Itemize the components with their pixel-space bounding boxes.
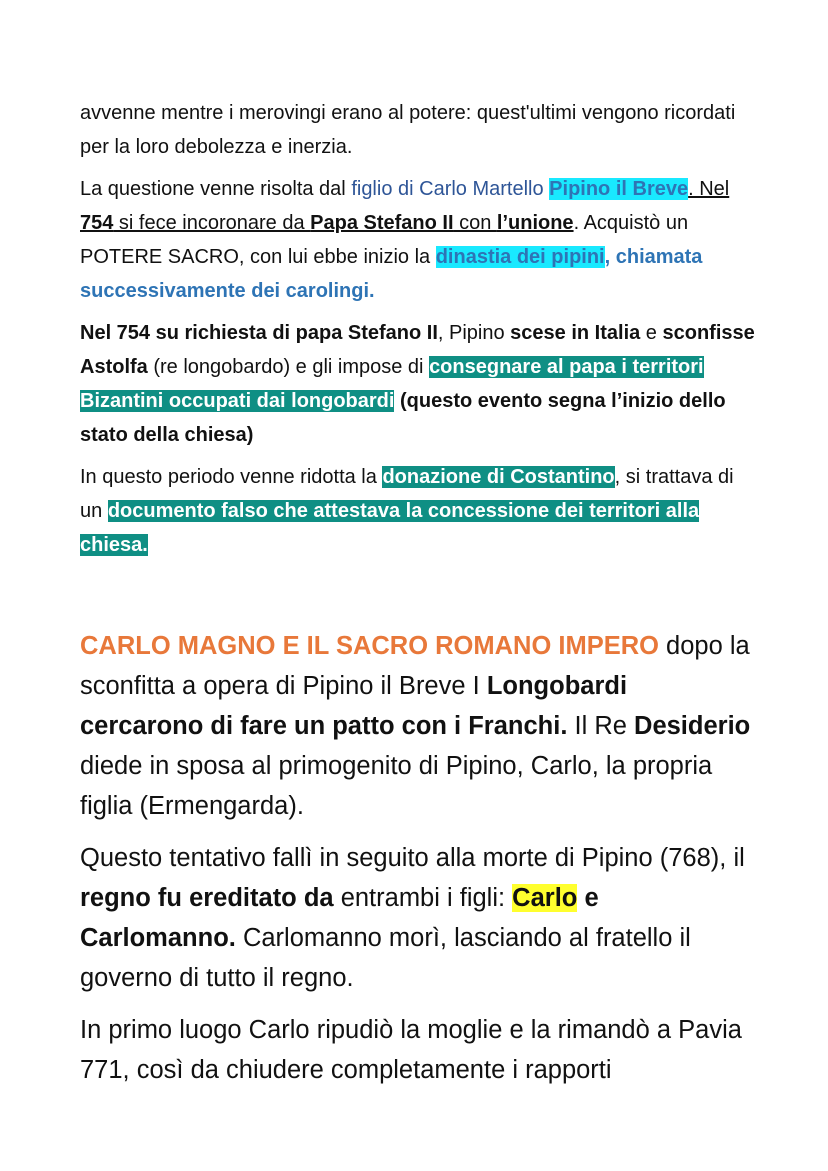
text-figlio-carlo-martello: figlio di Carlo Martello [351, 178, 544, 200]
paragraph-carlo-magno: CARLO MAGNO E IL SACRO ROMANO IMPERO dopo la sconfitta a opera di Pipino il Breve I Longobardi cercarono di fare un patto con i Franchi. Il Re Desiderio diede in sposa al primogenito di Pipino, Carlo, la propria figlia (Ermengarda). [80, 632, 751, 820]
highlight-donazione-costantino: donazione di Costantino [382, 466, 615, 488]
highlight-carlo: Carlo [512, 884, 578, 912]
paragraph-donazione-costantino: In questo periodo venne ridotta la donazione di Costantino, si trattava di un documento falso che attestava la concessione dei territori alla chiesa. [80, 466, 734, 556]
paragraph-merovingi: avvenne mentre i merovingi erano al potere: quest'ultimi vengono ricordati per la loro debolezza e inerzia. [80, 102, 736, 158]
section-heading: CARLO MAGNO E IL SACRO ROMANO IMPERO [80, 632, 659, 660]
underlined-coronation-sentence: . Nel 754 si fece incoronare da Papa Stefano II con l’unione [80, 178, 730, 234]
highlight-dinastia-dei-pipini: dinastia dei pipini [435, 246, 605, 268]
paragraph-ripudio-moglie: In primo luogo Carlo ripudiò la moglie e la rimandò a Pavia 771, così da chiudere completamente i rapporti [80, 1016, 742, 1084]
paragraph-pipino-italia: Nel 754 su richiesta di papa Stefano II, Pipino scese in Italia e sconfisse Astolfa (re longobardo) e gli impose di consegnare al papa i territori Bizantini occupati dai longobardi (questo evento segna l’inizio dello stato della chiesa) [80, 322, 755, 446]
section-spacer [80, 570, 756, 626]
highlight-pipino-il-breve: Pipino il Breve [549, 178, 689, 200]
highlight-documento-falso: documento falso che attestava la concessione dei territori alla chiesa. [80, 500, 700, 556]
paragraph-pipino-breve: La questione venne risolta dal figlio di Carlo Martello Pipino il Breve. Nel 754 si fece incoronare da Papa Stefano II con l’unione. Acquistò un POTERE SACRO, con lui ebbe inizio la dinastia dei pipini, chiamata successivamente dei carolingi. [80, 178, 730, 302]
highlight-consegnare-territori: consegnare al papa i territori Bizantini occupati dai longobardi [80, 356, 704, 412]
paragraph-eredita-regno: Questo tentativo fallì in seguito alla morte di Pipino (768), il regno fu ereditato da entrambi i figli: Carlo e Carlomanno. Carlomanno morì, lasciando al fratello il governo di tutto il regno. [80, 844, 745, 992]
text-carolingi: , chiamata successivamente dei carolingi. [80, 246, 703, 302]
